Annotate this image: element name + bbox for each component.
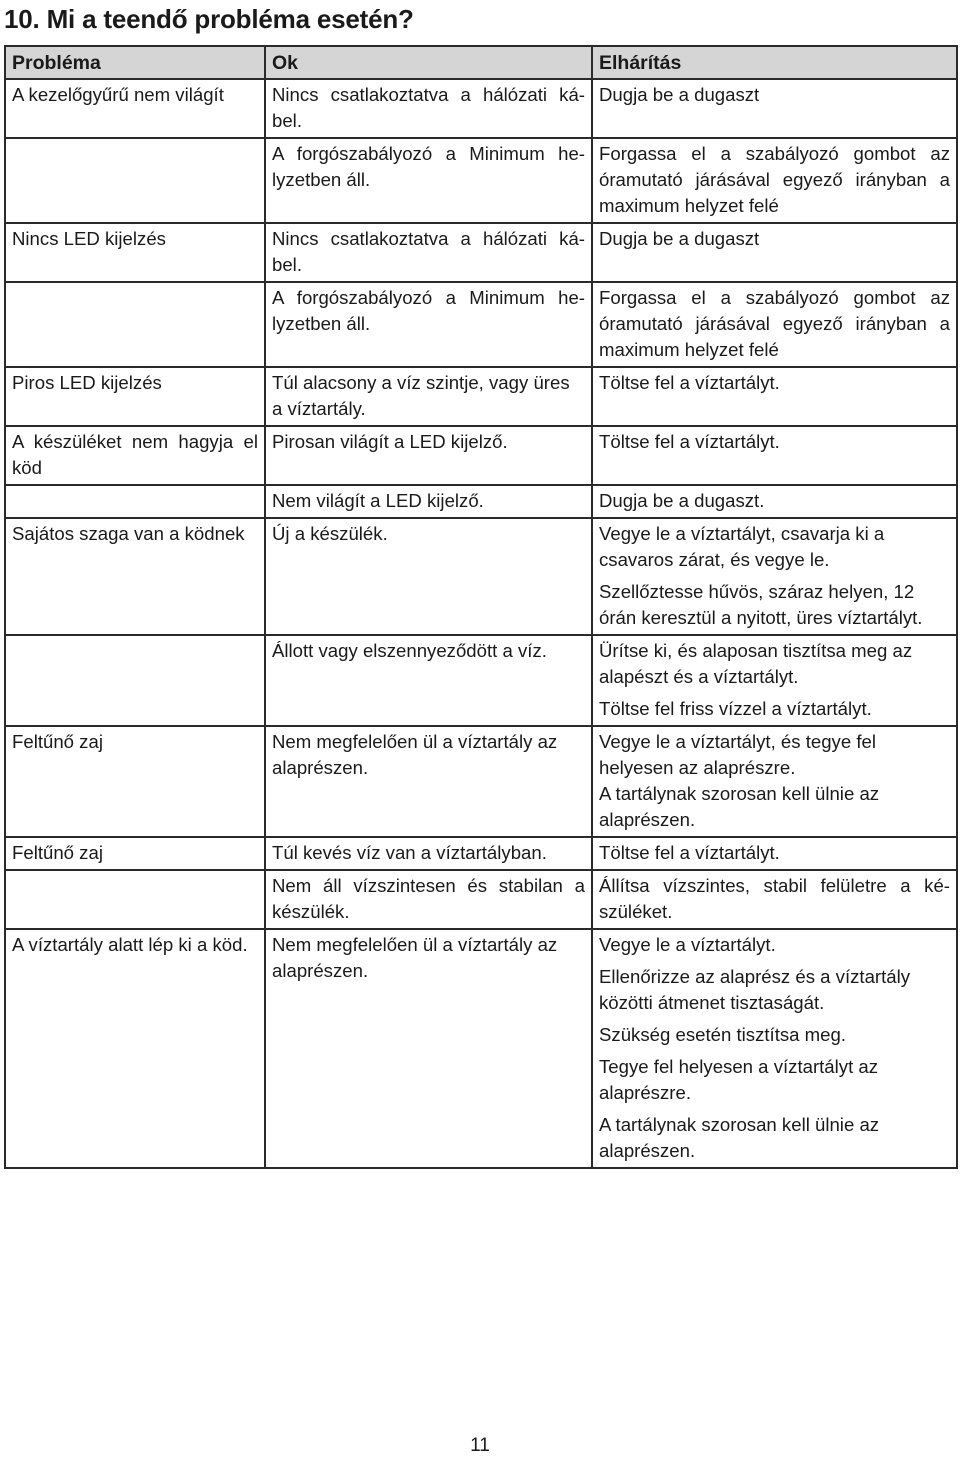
cause-cell: A forgószabályozó a Minimum he-lyzetben áll. [265,138,592,223]
fix-step: A tartálynak szorosan kell ülnie az alaprészen. [599,1114,880,1161]
fix-step: Ürítse ki, és alaposan tisztítsa meg az alapészt és a víztartályt. [599,640,913,687]
page-title: 10. Mi a teendő probléma esetén? [4,4,414,34]
cause-cell: Nem áll vízszintesen és stabilan a készülék. [265,870,592,929]
problem-cell: A készüléket nem hagyja el köd [5,426,265,485]
fix-step: Dugja be a dugaszt [599,84,760,105]
fix-step: Szükség esetén tisztítsa meg. [599,1024,847,1045]
fix-step: Forgassa el a szabályozó gombot az óramutató járásával egyező irányban a maximum helyzet felé [599,287,950,360]
table-row [5,138,957,223]
cause-cell: Új a készülék. [265,518,592,635]
fix-step: Töltse fel a víztartályt. [599,372,780,393]
fix-step: Szellőztesse hűvös, száraz helyen, 12 órán keresztül a nyitott, üres víztartályt. [599,581,923,628]
table-row [5,485,957,518]
problem-cell: A kezelőgyűrű nem világít [5,79,265,138]
table-row [5,282,957,367]
cause-cell: Túl alacsony a víz szintje, vagy üres a víztartály. [265,367,592,426]
fix-cell [592,223,957,282]
fix-cell [592,367,957,426]
fix-cell [592,870,957,929]
header-cause: Ok [265,46,592,79]
fix-step: Ellenőrizze az alaprész és a víztartály közötti átmenet tisztaságát. [599,966,911,1013]
table-row [5,635,957,726]
fix-cell [592,726,957,837]
fix-cell [592,518,957,635]
table-row [5,426,957,485]
troubleshooting-table [4,45,958,1169]
fix-step: Töltse fel a víztartályt. [599,431,780,452]
page-number: 11 [470,1435,490,1456]
fix-cell [592,485,957,518]
fix-step: Forgassa el a szabályozó gombot az óramutató járásával egyező irányban a maximum helyzet felé [599,143,950,216]
table-row [5,929,957,1168]
cause-cell: Pirosan világít a LED kijelző. [265,426,592,485]
fix-cell [592,837,957,870]
fix-cell [592,79,957,138]
fix-step: Töltse fel friss vízzel a víztartályt. [599,698,872,719]
problem-cell: Feltűnő zaj [5,726,265,837]
fix-step: A tartálynak szorosan kell ülnie az alaprészen. [599,783,880,830]
fix-step: Dugja be a dugaszt. [599,490,765,511]
cause-cell: Nem megfelelően ül a víztartály az alaprészen. [265,929,592,1168]
problem-cell [5,138,265,223]
fix-step: Állítsa vízszintes, stabil felületre a ké-szüléket. [599,875,950,922]
table-row [5,223,957,282]
fix-step: Tegye fel helyesen a víztartályt az alaprészre. [599,1056,879,1103]
problem-cell [5,282,265,367]
problem-cell [5,485,265,518]
fix-cell [592,635,957,726]
cause-cell: Nem megfelelően ül a víztartály az alaprészen. [265,726,592,837]
table-row [5,726,957,837]
fix-step: Dugja be a dugaszt [599,228,760,249]
problem-cell: A víztartály alatt lép ki a köd. [5,929,265,1168]
table-row [5,367,957,426]
fix-step: Töltse fel a víztartályt. [599,842,780,863]
problem-cell: Nincs LED kijelzés [5,223,265,282]
table-row [5,79,957,138]
fix-step: Vegye le a víztartályt, csavarja ki a csavaros zárat, és vegye le. [599,523,885,570]
fix-cell [592,929,957,1168]
fix-step: Vegye le a víztartályt, és tegye fel helyesen az alaprészre. [599,731,876,778]
cause-cell: Nincs csatlakoztatva a hálózati ká-bel. [265,79,592,138]
header-problem: Probléma [5,46,265,79]
table-header-row [5,46,957,79]
cause-cell: Állott vagy elszennyeződött a víz. [265,635,592,726]
problem-cell: Piros LED kijelzés [5,367,265,426]
fix-cell [592,138,957,223]
fix-cell [592,282,957,367]
table-row [5,870,957,929]
header-fix: Elhárítás [592,46,957,79]
problem-cell [5,870,265,929]
cause-cell: Túl kevés víz van a víztartályban. [265,837,592,870]
table-row [5,518,957,635]
problem-cell: Sajátos szaga van a ködnek [5,518,265,635]
fix-step: Vegye le a víztartályt. [599,934,776,955]
problem-cell: Feltűnő zaj [5,837,265,870]
fix-cell [592,426,957,485]
cause-cell: A forgószabályozó a Minimum he-lyzetben áll. [265,282,592,367]
cause-cell: Nem világít a LED kijelző. [265,485,592,518]
problem-cell [5,635,265,726]
cause-cell: Nincs csatlakoztatva a hálózati ká-bel. [265,223,592,282]
table-row [5,837,957,870]
